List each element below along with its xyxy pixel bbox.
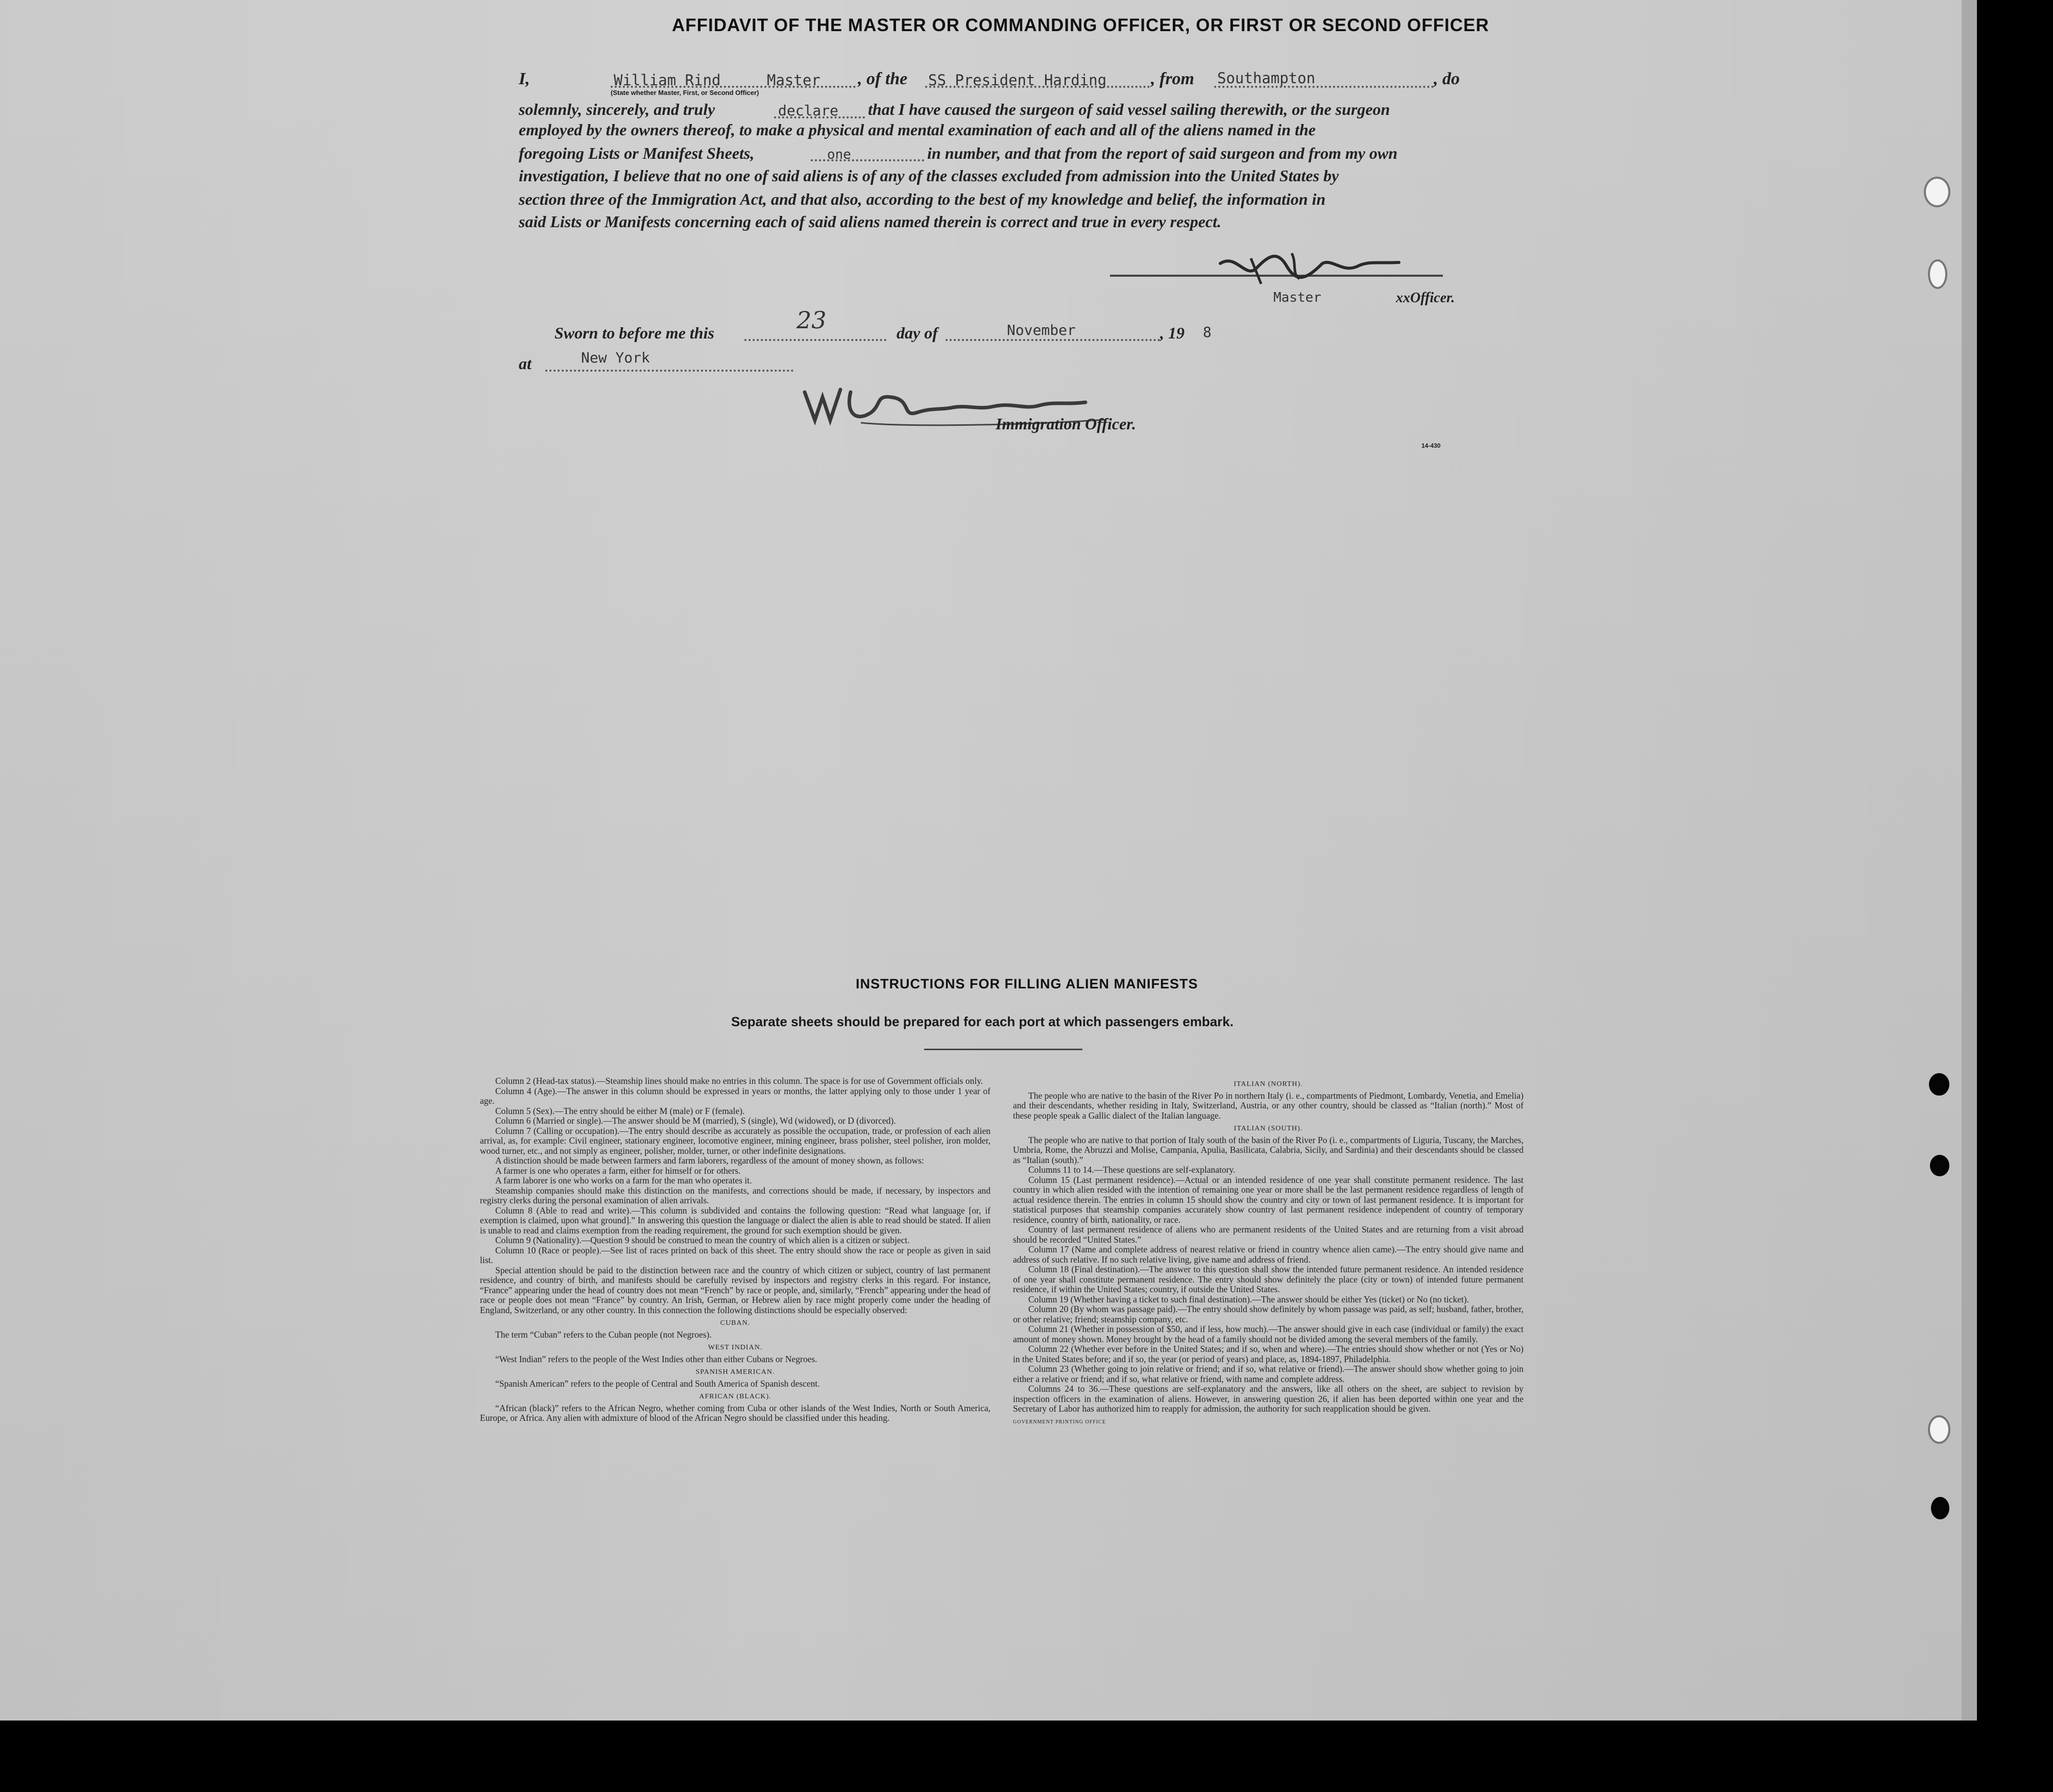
affidavit-line-6: section three of the Immigration Act, and that also, according to the best of my knowledge and belief, the information in bbox=[519, 190, 1326, 208]
instructions-subtitle: Separate sheets should be prepared for each port at which passengers embark. bbox=[731, 1014, 1234, 1029]
rank-hint: (State whether Master, First, or Second Officer) bbox=[611, 89, 759, 96]
do-label: , do bbox=[1434, 69, 1460, 88]
sheets-count: one bbox=[827, 147, 851, 162]
affidavit-line-3: employed by the owners thereof, to make a physical and mental examination of each and all of the aliens named in the bbox=[519, 120, 1316, 139]
spanish-american-heading: SPANISH AMERICAN. bbox=[695, 1368, 775, 1376]
cuban-heading: CUBAN. bbox=[720, 1319, 751, 1327]
instruction-paragraph: Column 4 (Age).—The answer in this column should be expressed in years or months, the latter applying only to those under 1 year of age. bbox=[480, 1085, 991, 1106]
instruction-paragraph: A distinction should be made between farmers and farm laborers, regardless of the amount of money shown, as follows: bbox=[495, 1155, 924, 1166]
affidavit-title: AFFIDAVIT OF THE MASTER OR COMMANDING OFFICER, OR FIRST OR SECOND OFFICER bbox=[672, 15, 1489, 35]
binder-hole bbox=[1930, 1155, 1949, 1176]
at-label: at bbox=[519, 354, 532, 373]
place-underline bbox=[545, 370, 793, 372]
cuban-definition: The term “Cuban” refers to the Cuban people (not Negroes). bbox=[495, 1329, 712, 1340]
affidavit-line-5: investigation, I believe that no one of said aliens is of any of the classes excluded from admission into the United States by bbox=[519, 166, 1339, 185]
instruction-paragraph: Column 23 (Whether going to join relative or friend; and if so, what relative or friend).—The answer should show whether going to join either a relative or friend; and if so, what relative or friend, with name and complete address. bbox=[1013, 1364, 1524, 1384]
instruction-paragraph: Column 15 (Last permanent residence).—Actual or an intended residence of one year shall constitute permanent residence. The last country in which alien resided with the intention of remaining one year or more shall be the last permanent residence regardless of length of actual residence therein. The entries in column 15 should show the country and city or town of last permanent residence. It is important for statistical purposes that steamship companies accurately show country of last permanent residence independent of country of temporary residence, country of birth, nationality, or race. bbox=[1013, 1174, 1524, 1225]
sworn-label: Sworn to before me this bbox=[554, 324, 714, 342]
instruction-paragraph: Steamship companies should make this distinction on the manifests, and corrections should be made, if necessary, by inspectors and registry clerks during the personal examination of alien arrivals. bbox=[480, 1185, 991, 1205]
african-heading: AFRICAN (BLACK). bbox=[699, 1393, 771, 1400]
instruction-paragraph: Columns 24 to 36.—These questions are self-explanatory and the answers, like all others on the sheet, are subject to revision by inspection officers in the examination of aliens. However, in answering question 26, if alien has been deported within one year and the Secretary of Labor has authorized him to reapply for admission, the authority for such reapplication should be given. bbox=[1013, 1384, 1524, 1414]
instruction-paragraph: Column 21 (Whether in possession of $50, and if less, how much).—The answer should give in each case (individual or family) the exact amount of money shown. Money brought by the head of a family should not be divided among the several members of the family. bbox=[1013, 1324, 1524, 1344]
instruction-paragraph: Column 9 (Nationality).—Question 9 should be construed to mean the country of which alien is a citizen or subject. bbox=[495, 1235, 910, 1245]
immigration-officer-label: Immigration Officer. bbox=[996, 415, 1136, 433]
instructions-title: INSTRUCTIONS FOR FILLING ALIEN MANIFESTS bbox=[856, 976, 1198, 991]
instruction-paragraph: Column 22 (Whether ever before in the United States; and if so, when and where).—The entries should show whether or not (Yes or No) in the United States before; and if so, the year (or period of years) and place, as, 1894-1897, Philadelphia. bbox=[1013, 1344, 1524, 1364]
affidavit-line-4-start: foregoing Lists or Manifest Sheets, bbox=[519, 144, 755, 162]
affidavit-line-7: said Lists or Manifests concerning each of said aliens named therein is correct and true in every respect. bbox=[519, 212, 1221, 231]
italian-south-definition: The people who are native to that portion of Italy south of the basin of the River Po (i. e., compartments of Liguria, Tuscany, the Marches, Umbria, Rome, the Abruzzi and Molise, Campania, Apulia, Basilicata, Calabria, Sicily, and Sardinia) and their descendants should be classed as “Italian (south).” bbox=[1013, 1134, 1524, 1165]
vessel-name: SS President Harding bbox=[928, 71, 1107, 89]
sworn-place: New York bbox=[581, 349, 650, 366]
binder-hole bbox=[1928, 259, 1947, 289]
affidavit-line-2: that I have caused the surgeon of said vessel sailing therewith, or the surgeon bbox=[868, 100, 1390, 118]
instruction-paragraph: Column 17 (Name and complete address of nearest relative or friend in country whence alien came).—The entry should give name and address of such relative. If no such relative living, give name and address of friend. bbox=[1013, 1244, 1524, 1265]
of-the-label: , of the bbox=[858, 69, 908, 88]
instructions-rule bbox=[924, 1049, 1082, 1050]
month-underline bbox=[946, 339, 1160, 341]
instruction-paragraph: Column 2 (Head-tax status).—Steamship lines should make no entries in this column. The space is for use of Government officials only. bbox=[495, 1076, 983, 1086]
page-edge bbox=[1962, 0, 1977, 1721]
day-of-label: day of bbox=[897, 324, 938, 342]
instructions-left-column bbox=[480, 1076, 991, 1423]
printing-office-note: GOVERNMENT PRINTING OFFICE bbox=[1013, 1419, 1106, 1425]
instruction-paragraph: Column 5 (Sex).—The entry should be either M (male) or F (female). bbox=[495, 1105, 745, 1116]
instruction-paragraph: A farmer is one who operates a farm, either for himself or for others. bbox=[495, 1165, 741, 1176]
from-label: , from bbox=[1151, 69, 1194, 88]
form-number: 14-430 bbox=[1421, 442, 1441, 449]
officer-label: xxOfficer. bbox=[1396, 290, 1455, 306]
declare-value: declare bbox=[778, 102, 839, 119]
year-prefix: , 19 bbox=[1160, 324, 1185, 342]
italian-south-heading: ITALIAN (SOUTH). bbox=[1234, 1125, 1303, 1132]
instruction-paragraph: Column 20 (By whom was passage paid).—The entry should show definitely by whom passage was paid, as self; husband, father, brother, or other relative; friend; steamship company, etc. bbox=[1013, 1304, 1524, 1324]
departure-port: Southampton bbox=[1217, 69, 1316, 87]
master-signature bbox=[1215, 243, 1419, 289]
instruction-paragraph: Column 18 (Final destination).—The answer to this question shall show the intended future permanent residence. An intended residence of one year shall constitute permanent residence. The entry should show definitely the place (city or town) of intended future permanent residence, if within the United States; country, if outside the United States. bbox=[1013, 1264, 1524, 1294]
instruction-paragraph: Column 7 (Calling or occupation).—The entry should describe as accurately as possible the occupation, trade, or profession of each alien arrival, as, for example: Civil engineer, stationary engineer, locomotive engineer, mining engineer, brass polisher, steel polisher, iron molder, wood turner, etc., and not simply as engineer, polisher, molder, turner, or other indefinite designations. bbox=[480, 1125, 991, 1156]
italian-north-heading: ITALIAN (NORTH). bbox=[1234, 1080, 1303, 1088]
sworn-day: 23 bbox=[796, 306, 827, 334]
instruction-paragraph: Column 10 (Race or people).—See list of races printed on back of this sheet. The entry should show the race or people as given in said list. bbox=[480, 1245, 991, 1265]
sworn-month: November bbox=[1007, 322, 1076, 338]
master-rank: Master bbox=[767, 71, 820, 89]
binder-hole bbox=[1929, 1073, 1949, 1096]
west-indian-definition: “West Indian” refers to the people of the West Indies other than either Cubans or Negroes. bbox=[495, 1353, 817, 1364]
sworn-year: 8 bbox=[1203, 324, 1212, 341]
instruction-paragraph: Special attention should be paid to the distinction between race and the country of which citizen or subject, country of last permanent residence, and country of birth, and manifests should be carefully revised by inspectors and registry clerks in this regard. For instance, “France” appearing under the head of country does not mean “French” by race or people, and, similarly, “French” appearing under the head of race or people does not mean “France” by country. An Irish, German, or Hebrew alien by race might properly come under the heading of England, Switzerland, or any other country. In this connection the following distinctions should be especially observed: bbox=[480, 1265, 991, 1315]
african-definition: “African (black)” refers to the African Negro, whether coming from Cuba or other islands of the West Indies, North or South America, Europe, or Africa. Any alien with admixture of blood of the African Negro should be classified under this heading. bbox=[480, 1402, 991, 1423]
instructions-right-column bbox=[1013, 1076, 1524, 1428]
signer-rank: Master bbox=[1273, 290, 1321, 305]
west-indian-heading: WEST INDIAN. bbox=[708, 1344, 763, 1351]
instruction-paragraph: Column 6 (Married or single).—The answer should be M (married), S (single), Wd (widowed), or D (divorced). bbox=[495, 1116, 896, 1126]
binder-hole bbox=[1928, 1415, 1950, 1444]
spanish-american-definition: “Spanish American” refers to the people of Central and South America of Spanish descent. bbox=[495, 1378, 820, 1389]
instruction-paragraph: Column 8 (Able to read and write).—This column is subdivided and contains the following question: “Read what language [or, if exemption is claimed, upon what ground].” In answering this question the language or dialect the alien is able to read should be stated. If alien is unable to read and claims exemption from the reading requirement, the ground for such exemption should be given. bbox=[480, 1205, 991, 1236]
solemnly-label: solemnly, sincerely, and truly bbox=[519, 100, 715, 118]
affidavit-line-4-end: in number, and that from the report of said surgeon and from my own bbox=[927, 144, 1398, 162]
master-name: William Rind bbox=[614, 71, 721, 89]
instruction-paragraph: Column 19 (Whether having a ticket to such final destination).—The answer should be either Yes (ticket) or No (no ticket). bbox=[1028, 1294, 1469, 1304]
instruction-paragraph: Columns 11 to 14.—These questions are self-explanatory. bbox=[1028, 1165, 1236, 1175]
instruction-paragraph: A farm laborer is one who works on a farm for the man who operates it. bbox=[495, 1175, 752, 1185]
i-label: I, bbox=[519, 69, 530, 88]
binder-hole bbox=[1924, 177, 1950, 207]
italian-north-definition: The people who are native to the basin of the River Po in northern Italy (i. e., compartments of Piedmont, Lombardy, Venetia, and Emelia) and their descendants, whether residing in Italy, Switzerland, Austria, or any other country, should be classed as “Italian (north).” Most of these people speak a Gallic dialect of the Italian language. bbox=[1013, 1090, 1524, 1121]
binder-hole bbox=[1931, 1497, 1949, 1519]
instruction-paragraph: Country of last permanent residence of aliens who are permanent residents of the United States and are returning from a visit abroad should be recorded “United States.” bbox=[1013, 1224, 1524, 1245]
day-underline bbox=[744, 339, 886, 341]
